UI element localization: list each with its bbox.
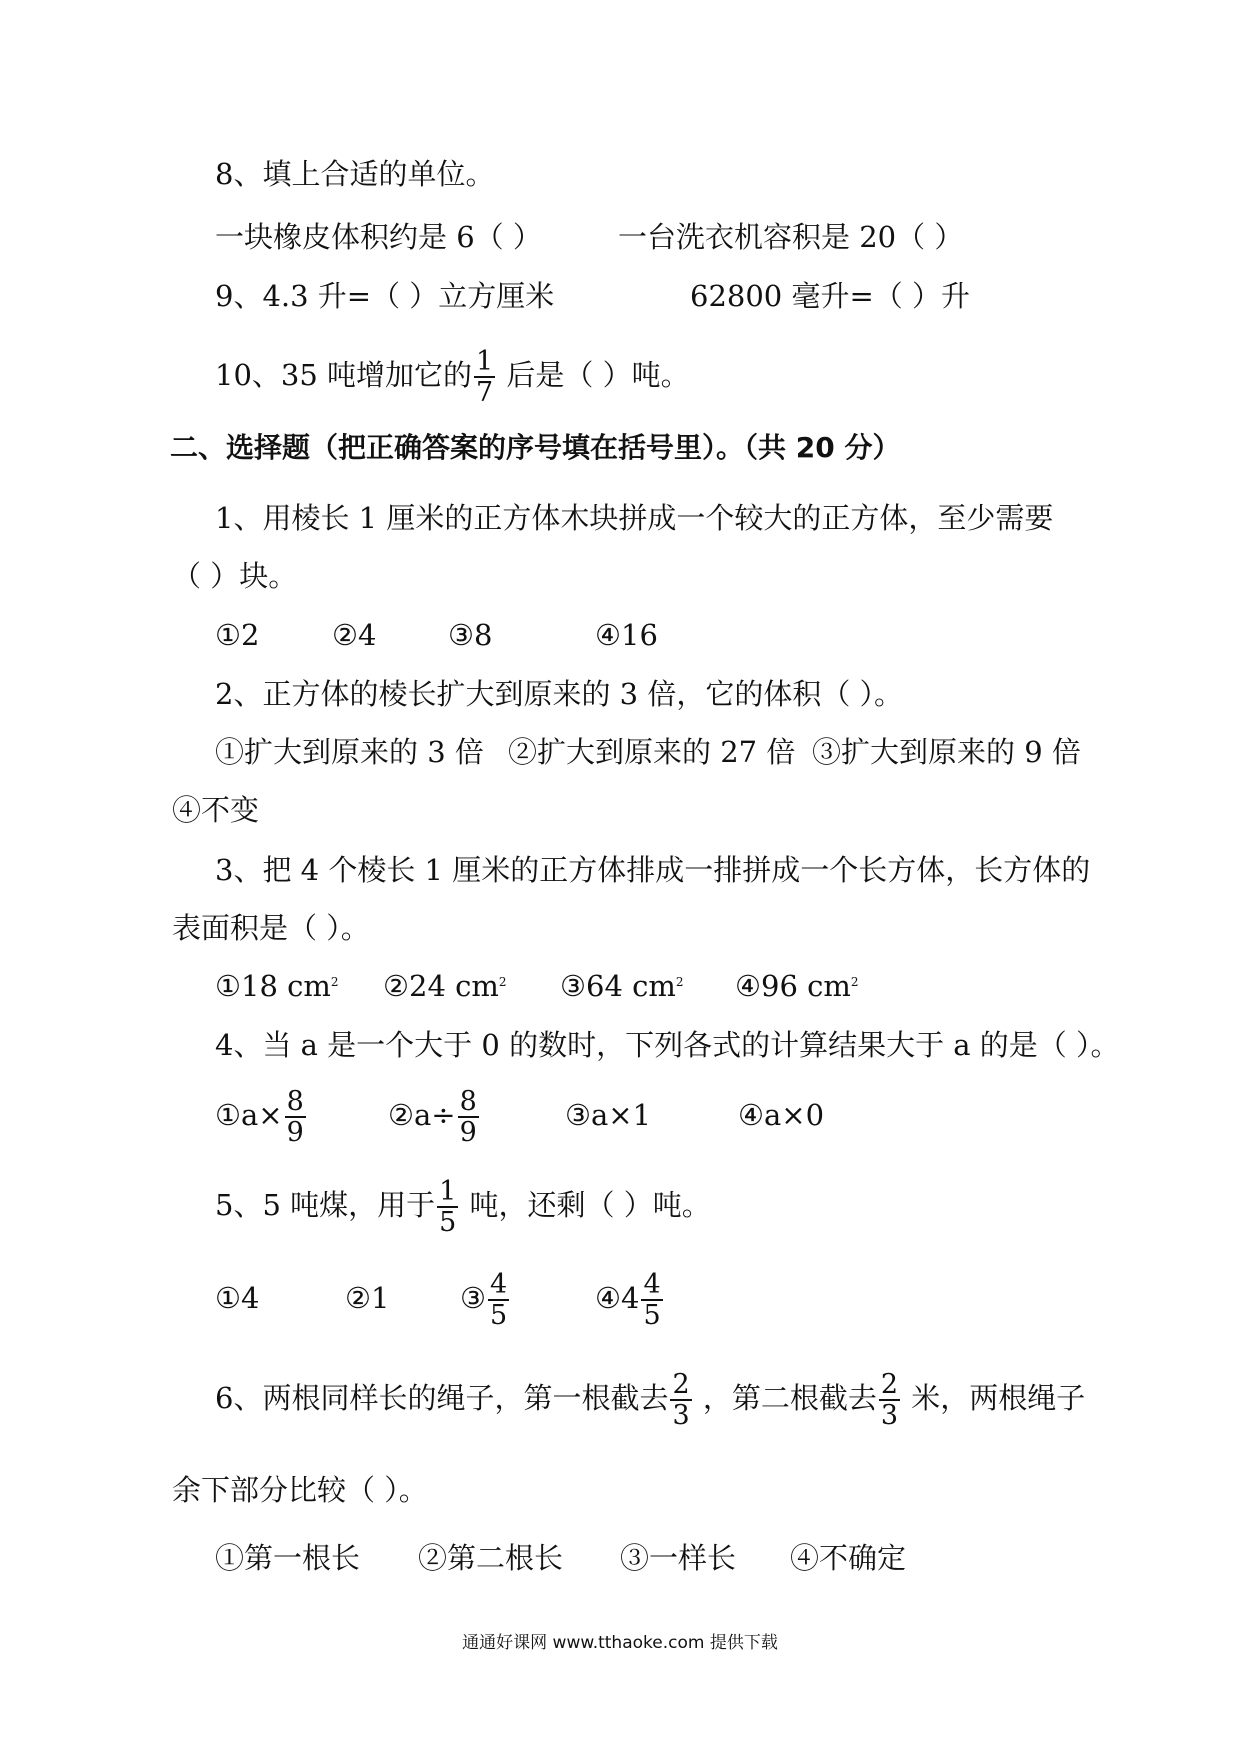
- c3-option-4-exponent: 2: [850, 975, 859, 989]
- c5-option-3-fraction: [488, 1270, 509, 1330]
- c4-option-1: [215, 1082, 308, 1148]
- c3-option-1-value: ①18 cm: [215, 969, 331, 1003]
- q10-frac-den: 7: [476, 377, 494, 408]
- c6-fraction-1: [670, 1370, 691, 1430]
- c3-option-4: [735, 968, 859, 1004]
- c1-stem-line2: （ ）块。: [172, 559, 298, 593]
- c3-option-2-exponent: 2: [498, 975, 507, 989]
- c5-option-2: ②1: [345, 1281, 390, 1315]
- c5-option-1: ①4: [215, 1281, 260, 1315]
- q10-fraction: [474, 347, 495, 407]
- c6-fraction-2: [879, 1370, 900, 1430]
- c6-option-2: ②第二根长: [418, 1541, 564, 1575]
- c5-frac-num: 1: [439, 1176, 457, 1207]
- c6-text-post: 米，两根绳子: [902, 1381, 1086, 1415]
- c1-option-1: ①2: [215, 618, 260, 652]
- c5-stem: [215, 1172, 711, 1238]
- c6-frac2-den: 3: [880, 1400, 899, 1431]
- q9-item-b: 62800 毫升=（ ）升: [690, 279, 970, 313]
- section2-heading: 二、选择题（把正确答案的序号填在括号里）。（共 20 分）: [170, 431, 901, 464]
- c2-stem: 2、正方体的棱长扩大到原来的 3 倍，它的体积（ ）。: [215, 677, 904, 711]
- c2-option-2: ②扩大到原来的 27 倍: [508, 735, 796, 769]
- c5-option-4-num: 4: [643, 1269, 661, 1300]
- c3-option-3-value: ③64 cm: [560, 969, 676, 1003]
- c3-option-2: [383, 968, 507, 1004]
- c3-stem-line1: 3、把 4 个棱长 1 厘米的正方体排成一排拼成一个长方体，长方体的: [215, 853, 1091, 887]
- c4-option-3: ③a×1: [565, 1098, 652, 1132]
- c5-option-4-pre: ④4: [595, 1281, 640, 1315]
- c1-option-4: ④16: [595, 618, 658, 652]
- c5-option-4: [595, 1265, 665, 1331]
- c5-option-3-pre: ③: [460, 1281, 486, 1315]
- c5-fraction: [437, 1177, 458, 1237]
- c6-frac1-num: 2: [672, 1369, 690, 1400]
- c5-option-4-fraction: [641, 1270, 662, 1330]
- c6-stem-line2: 余下部分比较（ ）。: [172, 1473, 428, 1507]
- c5-option-3: [460, 1265, 511, 1331]
- q8-item-b: 一台洗衣机容积是 20（ ）: [618, 220, 964, 254]
- q10-frac-num: 1: [476, 346, 494, 377]
- c2-option-3: ③扩大到原来的 9 倍: [812, 735, 1081, 769]
- c2-option-4: ④不变: [172, 793, 260, 827]
- c4-option-2-den: 9: [459, 1117, 477, 1148]
- c5-text-pre: 5、5 吨煤，用于: [215, 1188, 436, 1222]
- c6-option-1: ①第一根长: [215, 1541, 361, 1575]
- c1-option-3: ③8: [448, 618, 493, 652]
- q9-item-a: 9、4.3 升=（ ）立方厘米: [215, 279, 555, 313]
- c6-stem-line1: [215, 1365, 1085, 1431]
- c4-option-1-fraction: [285, 1087, 306, 1147]
- c5-option-4-den: 5: [643, 1300, 661, 1331]
- c5-text-post: 吨，还剩（ ）吨。: [460, 1188, 711, 1222]
- c2-option-1: ①扩大到原来的 3 倍: [215, 735, 484, 769]
- c4-stem: 4、当 a 是一个大于 0 的数时，下列各式的计算结果大于 a 的是（ ）。: [215, 1028, 1120, 1062]
- c6-frac1-den: 3: [672, 1400, 690, 1431]
- c3-option-1: [215, 968, 339, 1004]
- c6-option-3: ③一样长: [620, 1541, 737, 1575]
- c4-option-4: ④a×0: [738, 1098, 825, 1132]
- c3-option-4-value: ④96 cm: [735, 969, 851, 1003]
- c4-option-1-pre: ①a×: [215, 1098, 283, 1132]
- c6-option-4: ④不确定: [790, 1541, 907, 1575]
- c4-option-1-num: 8: [286, 1086, 304, 1117]
- c1-stem-line1: 1、用棱长 1 厘米的正方体木块拼成一个较大的正方体，至少需要: [215, 501, 1054, 535]
- q10: [215, 342, 690, 408]
- c4-option-1-den: 9: [286, 1117, 304, 1148]
- c3-option-1-exponent: 2: [330, 975, 339, 989]
- c1-option-2: ②4: [332, 618, 377, 652]
- c3-option-2-value: ②24 cm: [383, 969, 499, 1003]
- c3-option-3-exponent: 2: [675, 975, 684, 989]
- c6-frac2-num: 2: [880, 1369, 899, 1400]
- q8-item-a: 一块橡皮体积约是 6（ ）: [215, 220, 542, 254]
- c6-text-mid: ，第二根截去: [693, 1381, 877, 1415]
- q8-title: 8、填上合适的单位。: [215, 157, 495, 191]
- q10-text-pre: 10、35 吨增加它的: [215, 358, 473, 392]
- c3-option-3: [560, 968, 684, 1004]
- c6-text-pre: 6、两根同样长的绳子，第一根截去: [215, 1381, 669, 1415]
- c4-option-2-num: 8: [459, 1086, 477, 1117]
- c5-frac-den: 5: [439, 1207, 457, 1238]
- c5-option-3-den: 5: [490, 1300, 508, 1331]
- footer-credit: 通通好课网 www.tthaoke.com 提供下载: [462, 1633, 778, 1653]
- c4-option-2-fraction: [458, 1087, 479, 1147]
- c5-option-3-num: 4: [490, 1269, 508, 1300]
- c4-option-2: [388, 1082, 481, 1148]
- c4-option-2-pre: ②a÷: [388, 1098, 456, 1132]
- q10-text-post: 后是（ ）吨。: [497, 358, 690, 392]
- c3-stem-line2: 表面积是（ ）。: [172, 911, 370, 945]
